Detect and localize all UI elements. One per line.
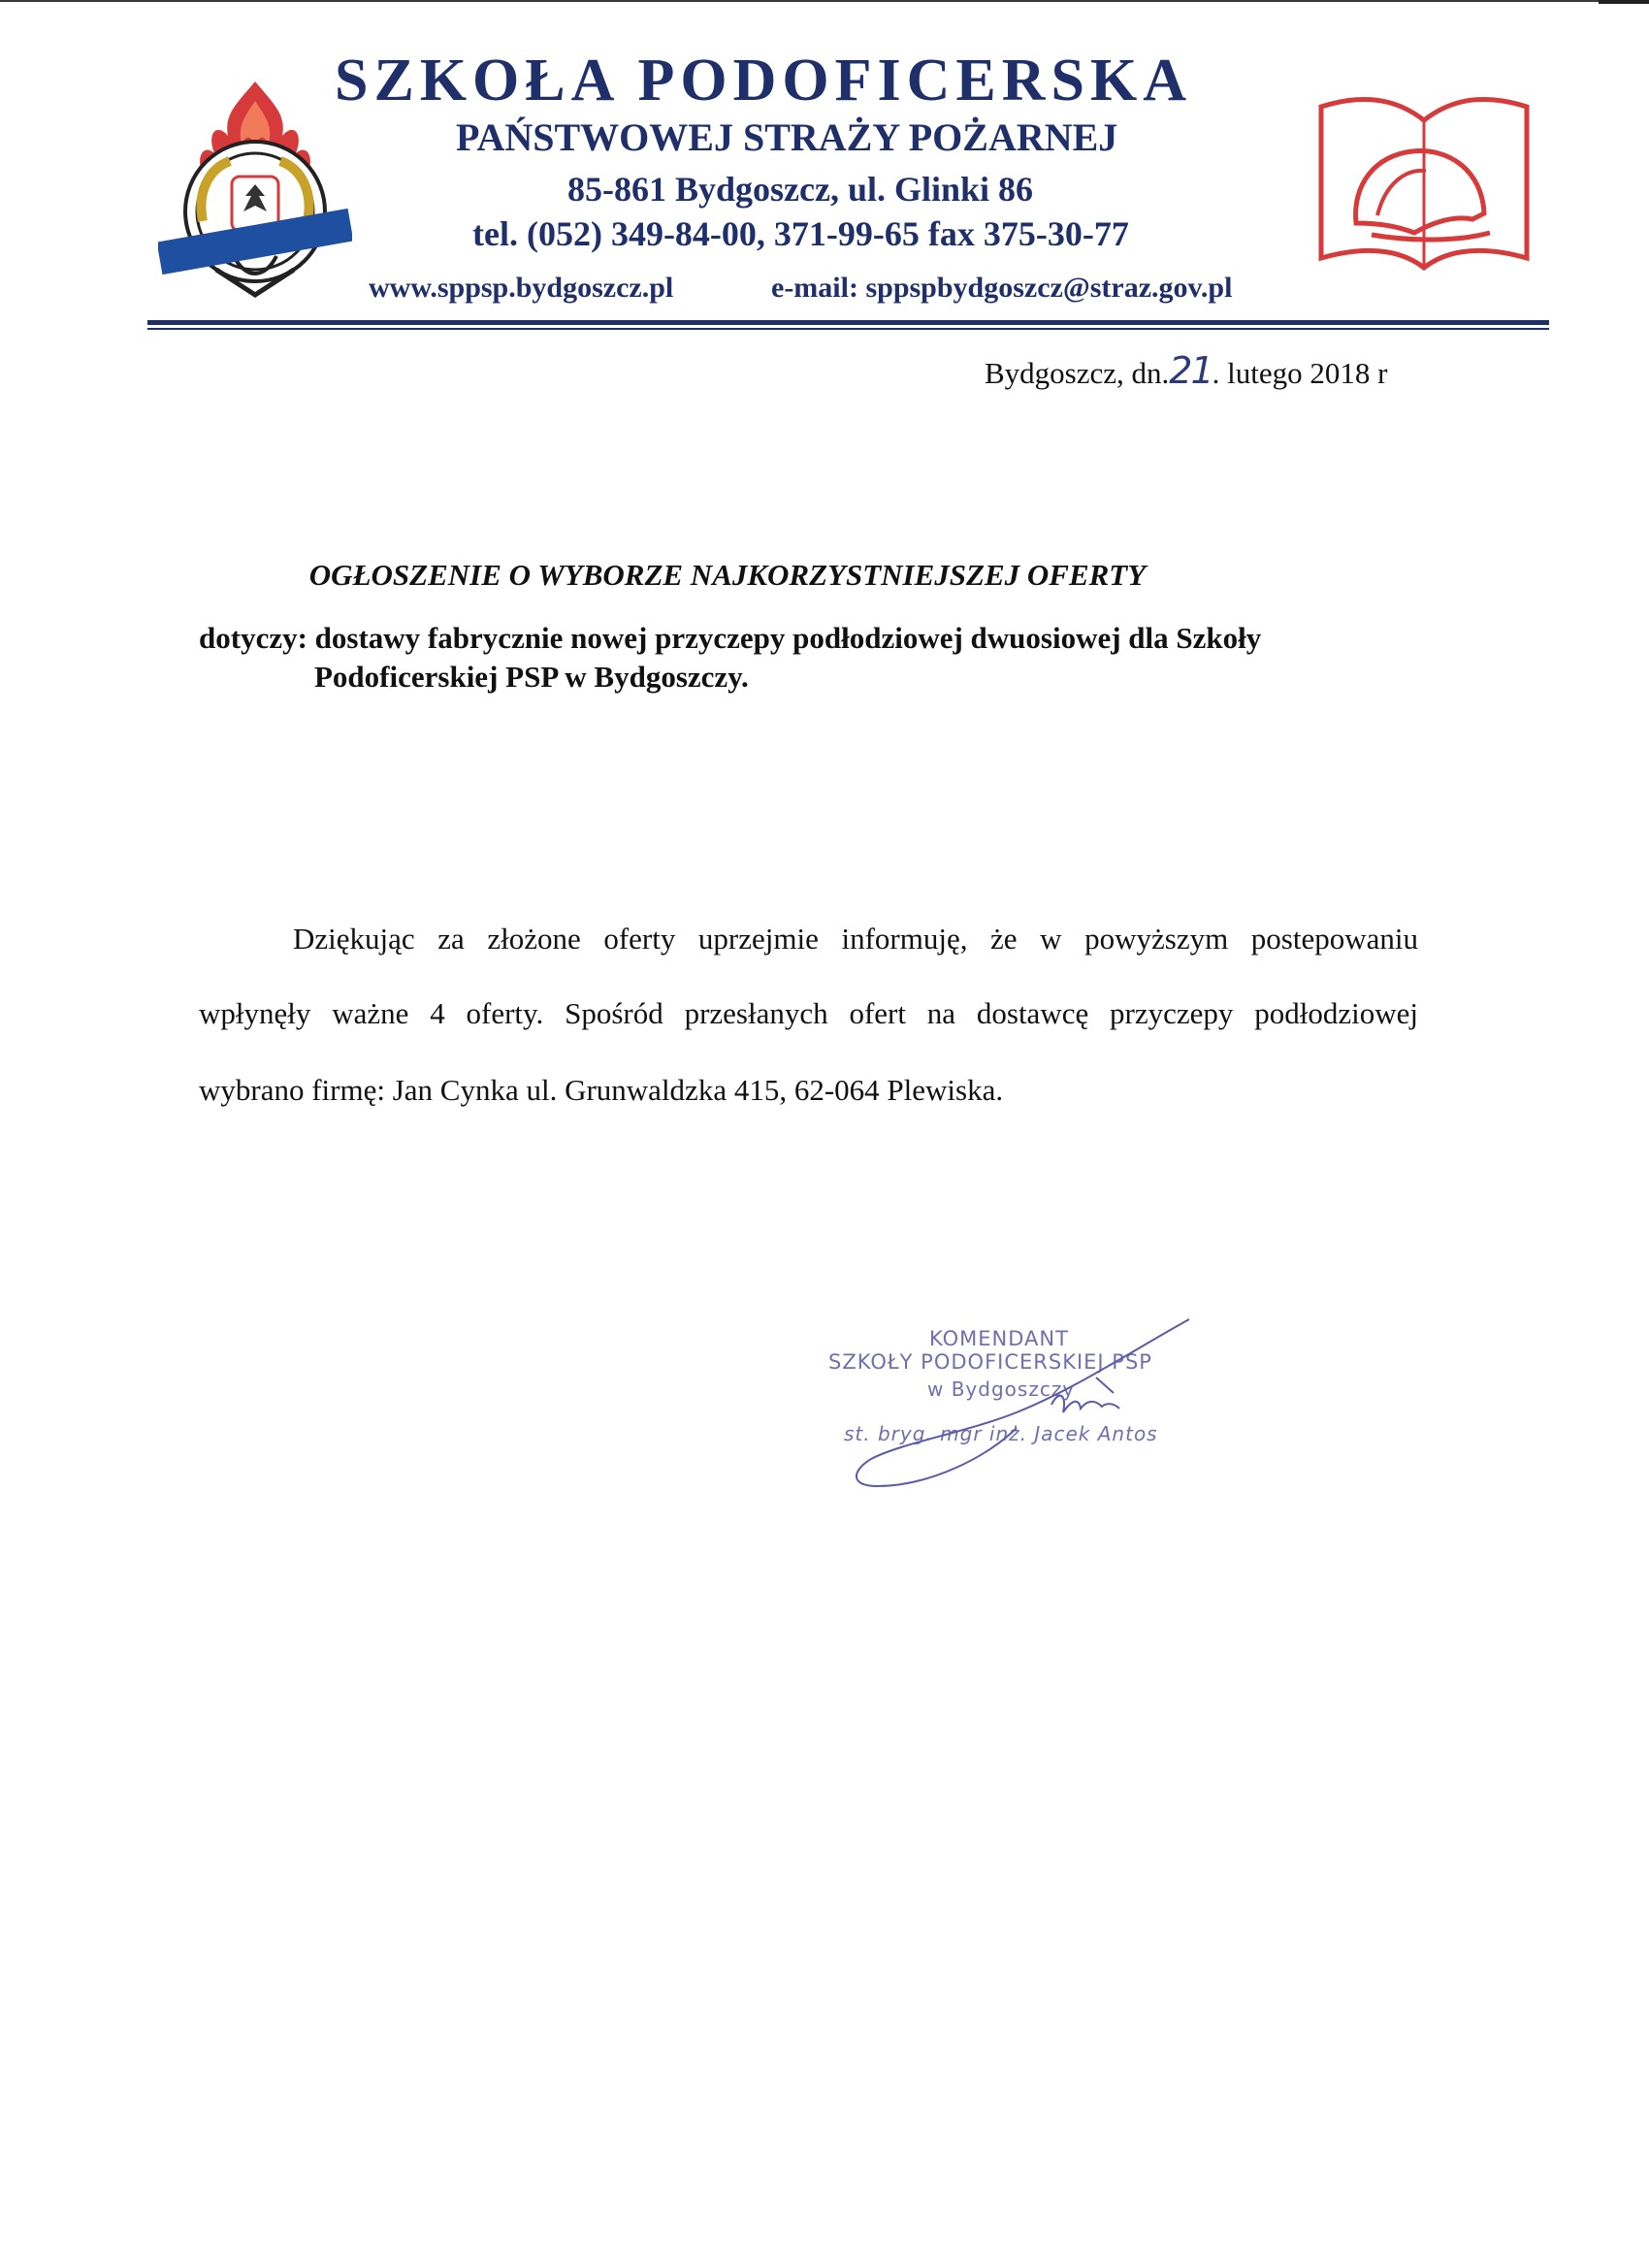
date-day-handwritten: 21 — [1169, 349, 1212, 392]
subject-line-2: Podoficerskiej PSP w Bydgoszczy. — [314, 660, 749, 694]
school-book-logo-icon — [1317, 87, 1531, 272]
stamp-line-4: st. bryg. mgr inż. Jacek Antos — [844, 1422, 1158, 1445]
body-line-3: wybrano firmę: Jan Cynka ul. Grunwaldzka 415, 62-064 Plewiska. — [199, 1073, 1004, 1107]
stamp-line-2: SZKOŁY PODOFICERSKIEJ PSP — [828, 1350, 1152, 1374]
body-line-2: wpłynęły ważne 4 oferty. Spośród przesłanych ofert na dostawcę przyczepy podłodziowej — [199, 996, 1418, 1030]
date-prefix: Bydgoszcz, dn. — [985, 356, 1170, 390]
commandant-stamp — [823, 1312, 1211, 1506]
subject-line-1: dotyczy: dostawy fabrycznie nowej przyczepy podłodziowej dwuosiowej dla Szkoły — [199, 621, 1262, 655]
header-divider-thin — [147, 328, 1549, 330]
date-suffix: . lutego 2018 r — [1212, 356, 1388, 390]
letterhead-subtitle: PAŃSTWOWEJ STRAŻY POŻARNEJ — [456, 115, 1118, 159]
letterhead-email: e-mail: sppspbydgoszcz@straz.gov.pl — [771, 272, 1233, 304]
letterhead-phone: tel. (052) 349-84-00, 371-99-65 fax 375-30-77 — [472, 214, 1129, 253]
stamp-line-1: KOMENDANT — [929, 1327, 1069, 1350]
fire-service-emblem-icon — [158, 76, 352, 305]
handwritten-signature-icon — [823, 1312, 1211, 1506]
stamp-line-3: w Bydgoszczy — [927, 1377, 1076, 1401]
scan-edge-mark — [1599, 0, 1649, 4]
letterhead-address: 85-861 Bydgoszcz, ul. Glinki 86 — [567, 170, 1034, 209]
letterhead-title: SZKOŁA PODOFICERSKA — [335, 48, 1192, 113]
header-divider — [147, 320, 1549, 325]
letterhead-website: www.sppsp.bydgoszcz.pl — [369, 272, 674, 304]
announcement-title: OGŁOSZENIE O WYBORZE NAJKORZYSTNIEJSZEJ OFERTY — [308, 558, 1147, 592]
scan-edge-top — [0, 0, 1649, 2]
body-line-1: Dziękując za złożone oferty uprzejmie informuję, że w powyższym postepowaniu — [293, 922, 1418, 956]
date-line — [985, 349, 1387, 392]
